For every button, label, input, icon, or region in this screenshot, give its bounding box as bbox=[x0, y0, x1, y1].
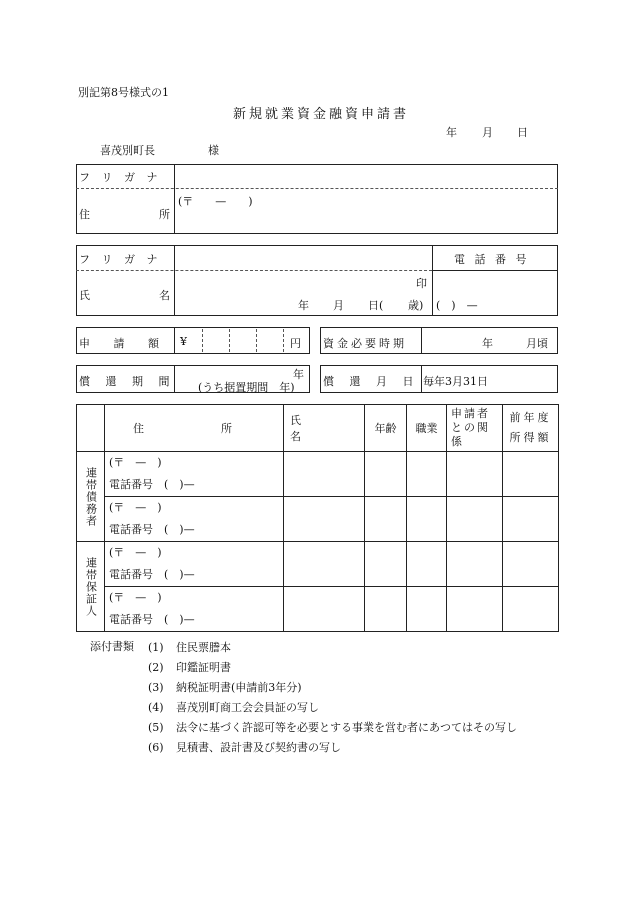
table-row bbox=[77, 497, 559, 542]
header-address: 住 所 bbox=[105, 405, 284, 452]
age-cell[interactable] bbox=[365, 452, 407, 497]
timing-year[interactable]: 年 bbox=[482, 337, 493, 350]
amount-label: 申 請 額 bbox=[79, 337, 169, 350]
birth-day[interactable]: 日( bbox=[368, 299, 384, 312]
name-furigana-input[interactable] bbox=[176, 247, 430, 268]
occupation-cell[interactable] bbox=[407, 587, 447, 632]
date-month[interactable]: 月 bbox=[482, 126, 493, 139]
name-furigana-label: フ リ ガ ナ bbox=[79, 253, 162, 266]
group-label-guarantor: 連帯保証人 bbox=[84, 556, 98, 617]
relation-cell[interactable] bbox=[447, 542, 503, 587]
repayment-date-value: 毎年3月31日 bbox=[423, 375, 488, 388]
name-label-2: 名 bbox=[159, 289, 170, 302]
guarantor-table bbox=[76, 404, 559, 632]
phone-line: 電話番号 ( )— bbox=[109, 523, 195, 536]
header-name: 氏 名 bbox=[284, 405, 365, 452]
phone-field[interactable]: ( ) — bbox=[436, 299, 478, 312]
timing-label: 資金必要時期 bbox=[323, 337, 407, 350]
birth-month[interactable]: 月 bbox=[333, 299, 344, 312]
table-header-row bbox=[77, 405, 559, 452]
postal-line: (〒 — ) bbox=[109, 591, 162, 604]
occupation-cell[interactable] bbox=[407, 497, 447, 542]
address-cell[interactable] bbox=[105, 587, 284, 632]
repayment-period-label: 償 還 期 間 bbox=[79, 375, 176, 388]
addressee-honorific: 様 bbox=[208, 144, 219, 157]
occupation-cell[interactable] bbox=[407, 452, 447, 497]
attachments-list bbox=[148, 638, 517, 758]
header-relation: 申請者との関係 bbox=[447, 405, 503, 452]
list-item: (5) 法令に基づく許認可等を必要とする事業を営む者にあつてはその写し bbox=[148, 721, 517, 734]
attachments-label: 添付書類 bbox=[90, 640, 134, 653]
yen-mark: ¥ bbox=[180, 335, 187, 348]
addressee-name: 喜茂別町長 bbox=[100, 144, 155, 157]
name-cell[interactable] bbox=[284, 587, 365, 632]
address-postal-code[interactable]: (〒 — ) bbox=[178, 195, 253, 208]
form-number: 別記第8号様式の1 bbox=[78, 86, 169, 99]
occupation-cell[interactable] bbox=[407, 542, 447, 587]
address-furigana-input[interactable] bbox=[176, 166, 556, 187]
age-cell[interactable] bbox=[365, 542, 407, 587]
table-row bbox=[77, 587, 559, 632]
list-item: (3) 納税証明書(申請前3年分) bbox=[148, 681, 302, 694]
repayment-period-year[interactable]: 年 bbox=[293, 368, 304, 381]
table-row bbox=[77, 452, 559, 497]
yen-unit: 円 bbox=[290, 337, 301, 350]
timing-month[interactable]: 月頃 bbox=[526, 337, 548, 350]
phone-label: 電 話 番 号 bbox=[454, 253, 530, 266]
header-age: 年齢 bbox=[365, 405, 407, 452]
group-label-debtor: 連帯債務者 bbox=[84, 466, 98, 527]
address-furigana-label: フ リ ガ ナ bbox=[79, 171, 162, 184]
grace-period[interactable]: (うち据置期間 年) bbox=[198, 381, 295, 394]
phone-line: 電話番号 ( )— bbox=[109, 478, 195, 491]
name-cell[interactable] bbox=[284, 542, 365, 587]
relation-cell[interactable] bbox=[447, 497, 503, 542]
postal-line: (〒 — ) bbox=[109, 501, 162, 514]
relation-cell[interactable] bbox=[447, 452, 503, 497]
list-item: (1) 住民票謄本 bbox=[148, 641, 231, 654]
list-item: (6) 見積書、設計書及び契約書の写し bbox=[148, 741, 341, 754]
address-cell[interactable] bbox=[105, 452, 284, 497]
group-label-cell bbox=[77, 542, 105, 632]
relation-cell[interactable] bbox=[447, 587, 503, 632]
age-cell[interactable] bbox=[365, 587, 407, 632]
group-label-cell bbox=[77, 452, 105, 542]
page-title: 新規就業資金融資申請書 bbox=[233, 107, 410, 122]
table-row bbox=[77, 542, 559, 587]
address-label-1: 住 bbox=[79, 208, 90, 221]
list-item: (2) 印鑑証明書 bbox=[148, 661, 231, 674]
address-cell[interactable] bbox=[105, 542, 284, 587]
header-income: 前年度所得額 bbox=[503, 405, 559, 452]
header-occupation: 職業 bbox=[407, 405, 447, 452]
birth-year[interactable]: 年 bbox=[298, 299, 309, 312]
header-corner bbox=[77, 405, 105, 452]
seal-mark: 印 bbox=[416, 277, 427, 290]
income-cell[interactable] bbox=[503, 452, 559, 497]
postal-line: (〒 — ) bbox=[109, 456, 162, 469]
name-label-1: 氏 bbox=[79, 289, 90, 302]
amount-input[interactable] bbox=[204, 330, 282, 351]
income-cell[interactable] bbox=[503, 497, 559, 542]
name-cell[interactable] bbox=[284, 497, 365, 542]
repayment-date-label: 償 還 月 日 bbox=[323, 375, 420, 388]
income-cell[interactable] bbox=[503, 587, 559, 632]
income-cell[interactable] bbox=[503, 542, 559, 587]
postal-line: (〒 — ) bbox=[109, 546, 162, 559]
address-label-2: 所 bbox=[159, 208, 170, 221]
age-field[interactable]: 歳) bbox=[408, 299, 424, 312]
name-cell[interactable] bbox=[284, 452, 365, 497]
address-cell[interactable] bbox=[105, 497, 284, 542]
date-year[interactable]: 年 bbox=[446, 126, 457, 139]
date-day[interactable]: 日 bbox=[517, 126, 528, 139]
phone-line: 電話番号 ( )— bbox=[109, 568, 195, 581]
age-cell[interactable] bbox=[365, 497, 407, 542]
list-item: (4) 喜茂別町商工会会員証の写し bbox=[148, 701, 319, 714]
phone-line: 電話番号 ( )— bbox=[109, 613, 195, 626]
